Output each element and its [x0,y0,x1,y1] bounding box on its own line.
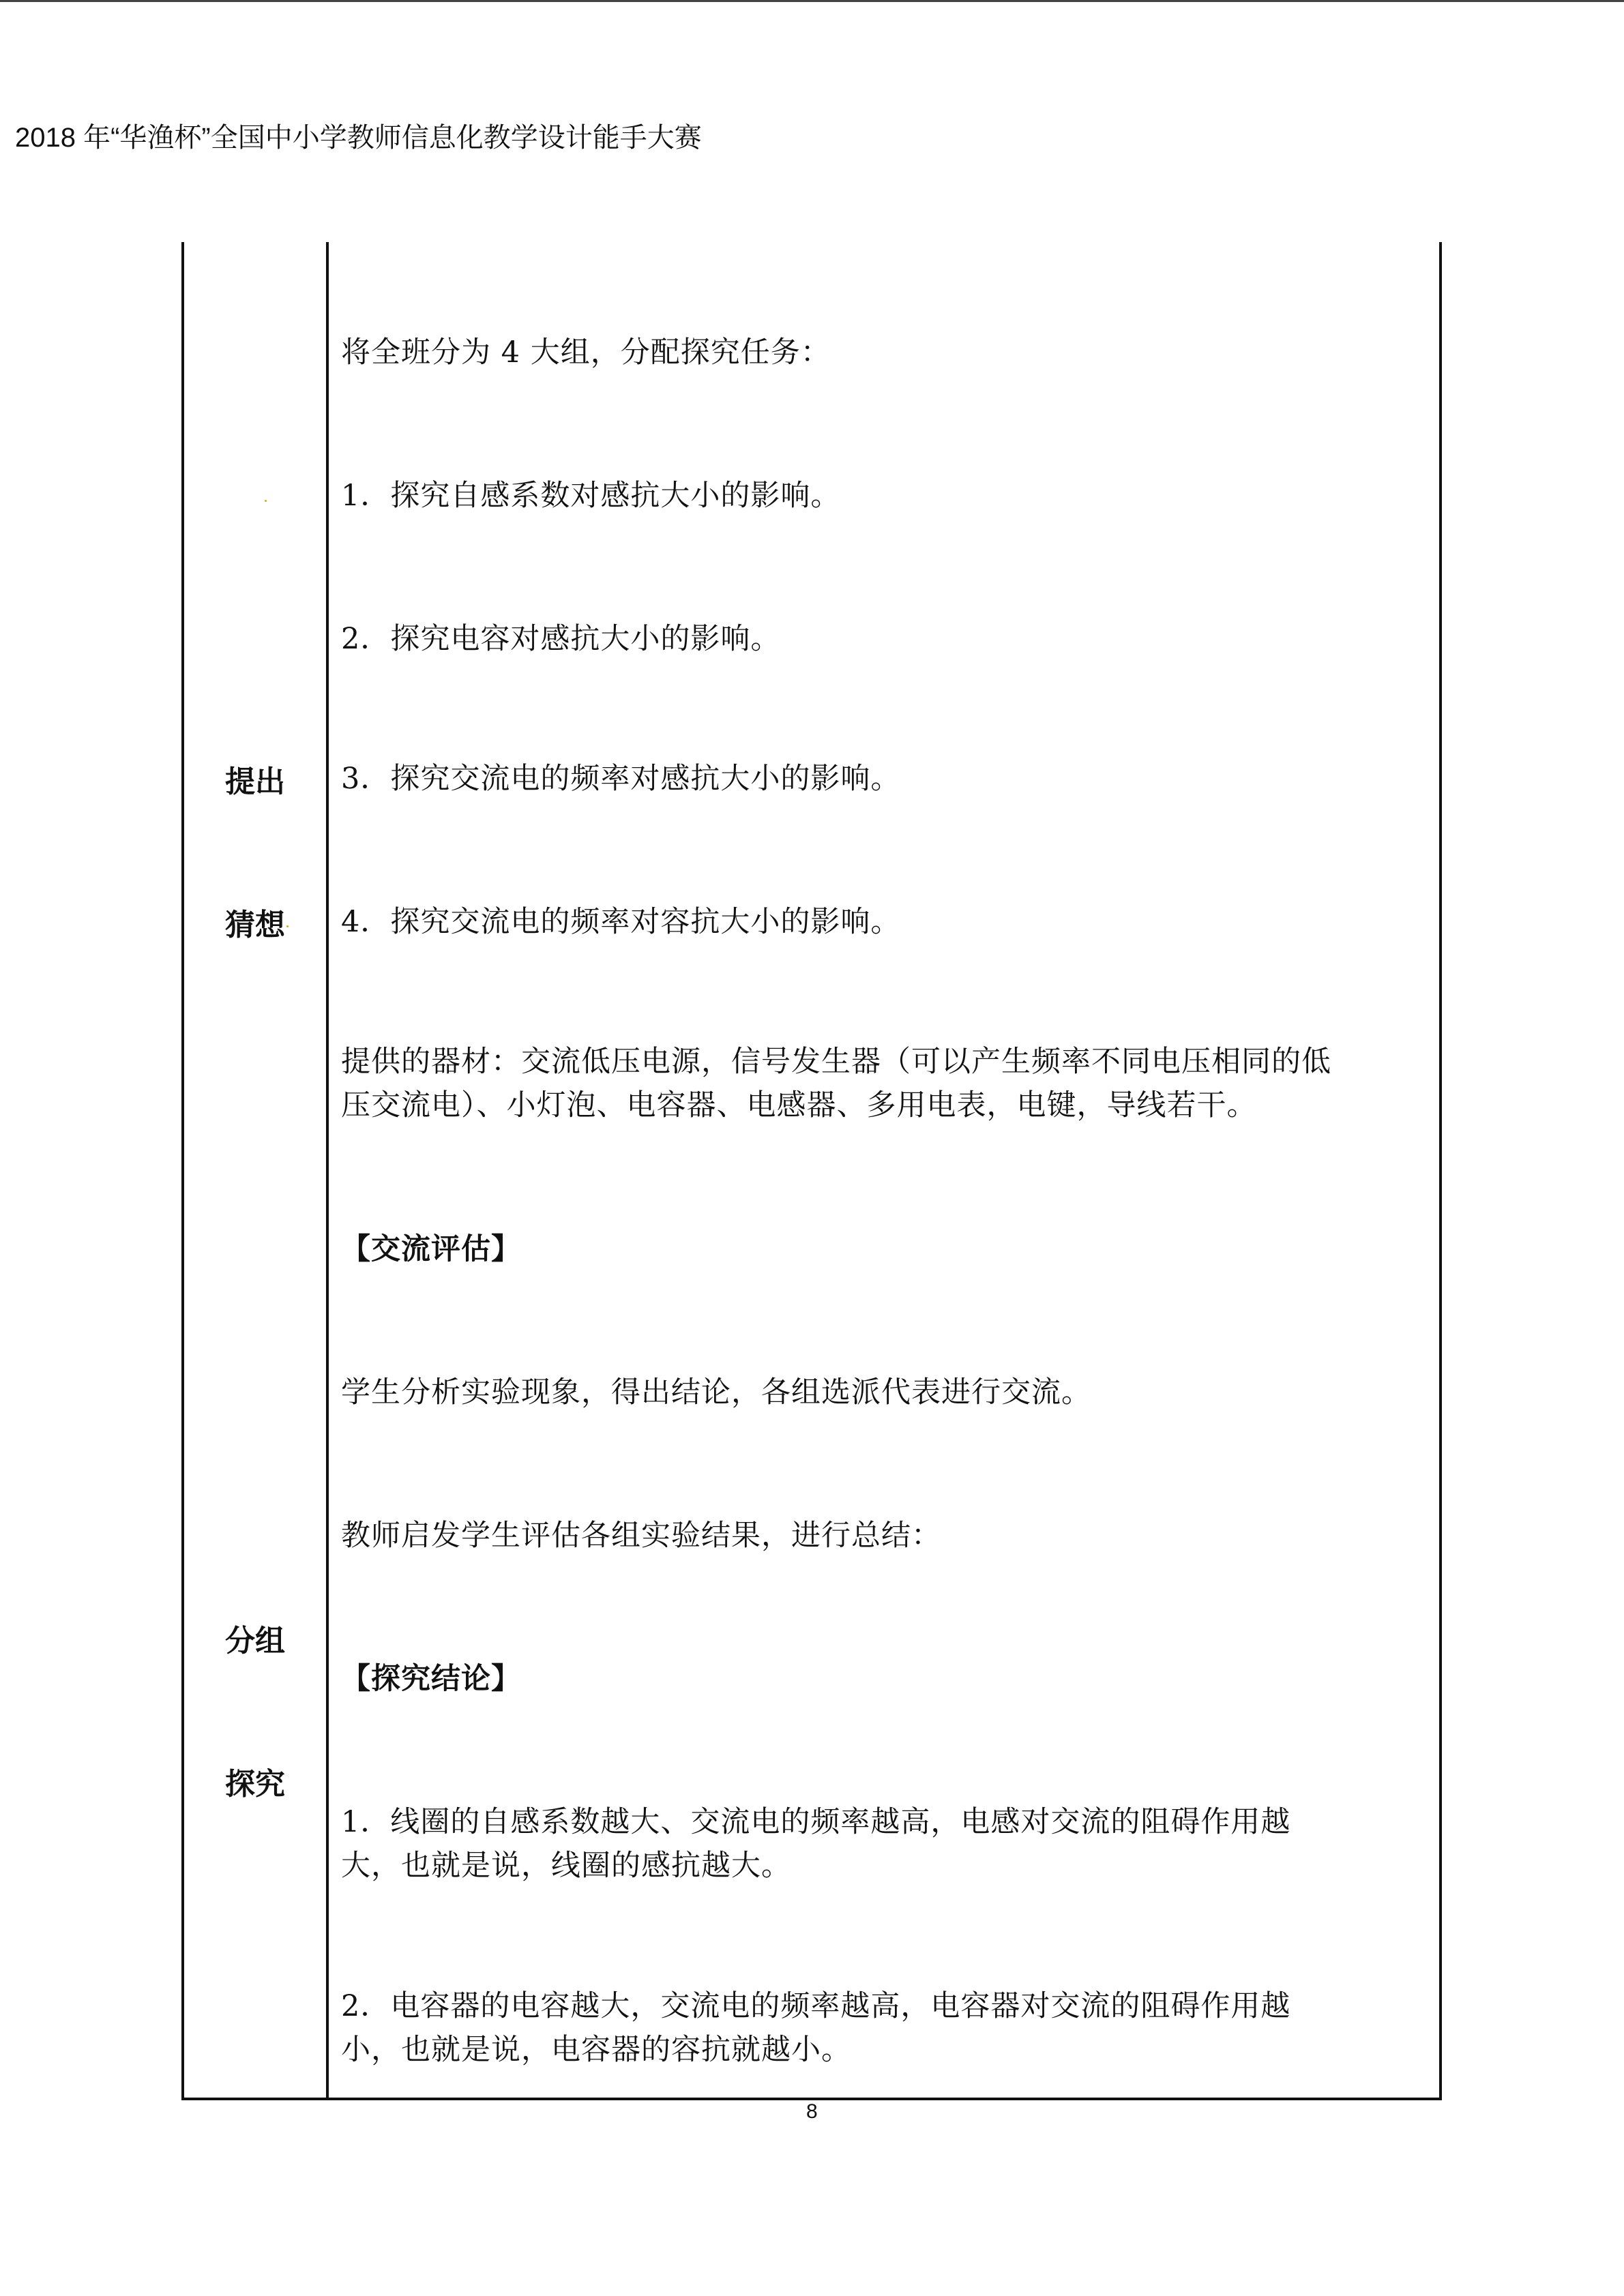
column-divider [326,242,329,2098]
text-line: 【交流评估】 [341,1232,521,1266]
page-number: 8 [806,2100,818,2123]
stage-label-explore: 探究 [225,1767,285,1802]
text-line: 2．探究电容对感抗大小的影响。 [341,622,781,656]
evaluation-paragraph [341,1371,1426,1414]
text-line: 教师启发学生评估各组实验结果，进行总结： [341,1519,941,1553]
text-line: 1．线圈的自感系数越大、交流电的频率越高，电感对交流的阻碍作用越 [341,1805,1291,1839]
task-item-3 [341,757,1426,801]
stage-label-guess: 猜想 [225,908,285,942]
equipment-paragraph [341,1040,1426,1127]
section-heading-evaluation [341,1227,1426,1271]
text-line: 压交流电）、小灯泡、电容器、电感器、多用电表，电键，导线若干。 [341,1088,1257,1122]
text-line: 3．探究交流电的频率对感抗大小的影响。 [341,762,901,796]
page-header-title: 2018 年“华渔杯”全国中小学教师信息化教学设计能手大赛 [15,123,702,153]
text-line: 大，也就是说，线圈的感抗越大。 [341,1849,791,1883]
conclusion-item-2 [341,1984,1426,2072]
text-line: 学生分析实验现象，得出结论，各组选派代表进行交流。 [341,1375,1091,1410]
task-item-4 [341,900,1426,944]
text-line: 将全班分为 4 大组，分配探究任务： [341,336,831,370]
task-item-2 [341,617,1426,661]
scan-speck [286,925,289,927]
scan-speck [265,500,267,502]
task-item-1 [341,474,1426,518]
text-line: 提供的器材：交流低压电源，信号发生器（可以产生频率不同电压相同的低 [341,1045,1331,1079]
page-top-border [0,0,1624,2]
text-line: 【探究结论】 [341,1662,521,1696]
text-line: 4．探究交流电的频率对容抗大小的影响。 [341,905,901,939]
stage-label-propose: 提出 [225,764,285,799]
task-intro [341,331,1426,374]
text-line: 1．探究自感系数对感抗大小的影响。 [341,479,841,513]
section-heading-conclusion [341,1657,1426,1701]
text-line: 2．电容器的电容越大，交流电的频率越高，电容器对交流的阻碍作用越 [341,1989,1291,2023]
stage-label-group: 分组 [225,1624,285,1658]
lesson-table [181,242,1442,2100]
text-line: 小，也就是说，电容器的容抗就越小。 [341,2033,851,2067]
conclusion-item-1 [341,1800,1426,1888]
teacher-summary-paragraph [341,1514,1426,1557]
